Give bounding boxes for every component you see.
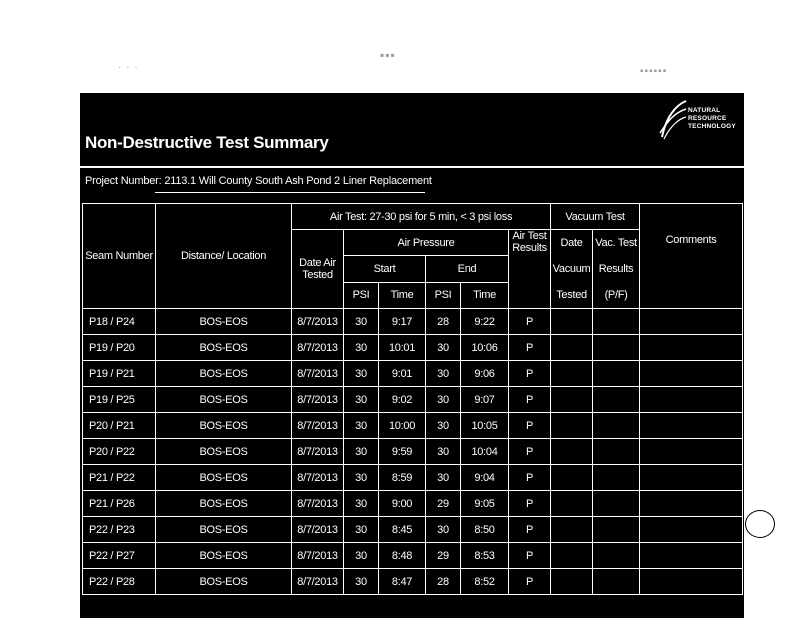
company-logo [658, 97, 740, 145]
psi-start-cell: 30 [344, 491, 379, 517]
psi-end-cell: 30 [426, 361, 461, 387]
scan-artifact: ▪▪▪▪▪▪ [640, 66, 668, 77]
time-start-cell: 8:47 [379, 569, 426, 595]
date-vacuum-tested-header: Date Vacuum Tested [551, 230, 593, 309]
comments-cell [640, 387, 743, 413]
time-start-cell: 8:59 [379, 465, 426, 491]
date-air-tested-cell: 8/7/2013 [292, 491, 344, 517]
vac-test-result-cell [593, 517, 640, 543]
comments-header: Comments [640, 204, 743, 309]
location-cell: BOS-EOS [156, 335, 292, 361]
psi-end-cell: 30 [426, 517, 461, 543]
vac-test-result-cell [593, 569, 640, 595]
psi-start-cell: 30 [344, 517, 379, 543]
time-end-cell: 9:06 [461, 361, 509, 387]
time-start-cell: 8:48 [379, 543, 426, 569]
table-row [83, 335, 743, 361]
time-end-cell: 8:50 [461, 517, 509, 543]
vac-test-results-header: Vac. Test Results (P/F) [593, 230, 640, 309]
seam-cell: P20 / P22 [83, 439, 156, 465]
comments-cell [640, 309, 743, 335]
psi-start-cell: 30 [344, 387, 379, 413]
date-vacuum-tested-cell [551, 517, 593, 543]
date-vacuum-tested-cell [551, 309, 593, 335]
time-end-cell: 9:22 [461, 309, 509, 335]
psi-end-header: PSI [426, 282, 461, 308]
vac-test-result-cell [593, 361, 640, 387]
logo-line-3: TECHNOLOGY [688, 123, 736, 130]
date-vacuum-tested-cell [551, 543, 593, 569]
psi-end-cell: 30 [426, 465, 461, 491]
table-row [83, 439, 743, 465]
date-vacuum-tested-cell [551, 569, 593, 595]
psi-start-cell: 30 [344, 309, 379, 335]
date-air-tested-cell: 8/7/2013 [292, 309, 344, 335]
psi-start-cell: 30 [344, 569, 379, 595]
table-row [83, 309, 743, 335]
psi-end-cell: 30 [426, 335, 461, 361]
psi-start-cell: 30 [344, 361, 379, 387]
time-start-cell: 9:00 [379, 491, 426, 517]
vacuum-test-header: Vacuum Test [551, 204, 640, 230]
date-air-tested-cell: 8/7/2013 [292, 517, 344, 543]
date-air-tested-cell: 8/7/2013 [292, 387, 344, 413]
seam-cell: P20 / P21 [83, 413, 156, 439]
seam-cell: P21 / P22 [83, 465, 156, 491]
date-air-tested-cell: 8/7/2013 [292, 543, 344, 569]
location-cell: BOS-EOS [156, 569, 292, 595]
time-end-cell: 9:04 [461, 465, 509, 491]
air-test-result-cell: P [509, 361, 551, 387]
seam-cell: P22 / P28 [83, 569, 156, 595]
scan-artifact: · · · [118, 62, 139, 73]
psi-end-cell: 29 [426, 543, 461, 569]
vac-test-result-cell [593, 465, 640, 491]
location-cell: BOS-EOS [156, 387, 292, 413]
location-cell: BOS-EOS [156, 491, 292, 517]
seam-number-header: Seam Number [83, 204, 156, 309]
distance-location-header: Distance/ Location [156, 204, 292, 309]
vac-test-result-cell [593, 309, 640, 335]
date-vacuum-tested-cell [551, 361, 593, 387]
comments-cell [640, 465, 743, 491]
table-row [83, 517, 743, 543]
psi-start-cell: 30 [344, 413, 379, 439]
logo-swoosh-icon [658, 97, 688, 141]
location-cell: BOS-EOS [156, 361, 292, 387]
time-end-header: Time [461, 282, 509, 308]
air-test-result-cell: P [509, 439, 551, 465]
time-start-cell: 9:01 [379, 361, 426, 387]
vac-test-result-cell [593, 439, 640, 465]
location-cell: BOS-EOS [156, 413, 292, 439]
location-cell: BOS-EOS [156, 543, 292, 569]
vac-test-result-cell [593, 491, 640, 517]
test-table [82, 203, 743, 595]
air-test-result-cell: P [509, 309, 551, 335]
psi-end-cell: 28 [426, 569, 461, 595]
table-row [83, 543, 743, 569]
time-start-cell: 8:45 [379, 517, 426, 543]
table-row [83, 569, 743, 595]
comments-cell [640, 517, 743, 543]
air-test-header: Air Test: 27-30 psi for 5 min, < 3 psi loss [292, 204, 551, 230]
location-cell: BOS-EOS [156, 517, 292, 543]
vac-test-result-cell [593, 387, 640, 413]
date-air-tested-cell: 8/7/2013 [292, 569, 344, 595]
air-pressure-header: Air Pressure [344, 230, 509, 256]
time-start-cell: 10:01 [379, 335, 426, 361]
time-end-cell: 9:07 [461, 387, 509, 413]
comments-cell [640, 491, 743, 517]
seam-cell: P19 / P21 [83, 361, 156, 387]
psi-start-cell: 30 [344, 335, 379, 361]
air-test-result-cell: P [509, 543, 551, 569]
date-vacuum-tested-cell [551, 387, 593, 413]
table-row [83, 361, 743, 387]
date-air-tested-cell: 8/7/2013 [292, 465, 344, 491]
time-start-cell: 9:59 [379, 439, 426, 465]
air-test-result-cell: P [509, 413, 551, 439]
time-end-cell: 10:05 [461, 413, 509, 439]
title-rule [80, 166, 744, 168]
date-air-tested-cell: 8/7/2013 [292, 361, 344, 387]
psi-end-cell: 30 [426, 387, 461, 413]
vac-test-result-cell [593, 413, 640, 439]
psi-end-cell: 30 [426, 413, 461, 439]
table-row [83, 465, 743, 491]
location-cell: BOS-EOS [156, 309, 292, 335]
seam-cell: P19 / P25 [83, 387, 156, 413]
date-air-tested-cell: 8/7/2013 [292, 439, 344, 465]
project-line: Project Number: 2113.1 Will County South Ash Pond 2 Liner Replacement [85, 175, 432, 187]
vac-test-result-cell [593, 335, 640, 361]
psi-start-cell: 30 [344, 543, 379, 569]
air-test-result-cell: P [509, 387, 551, 413]
time-end-cell: 8:53 [461, 543, 509, 569]
time-end-cell: 9:05 [461, 491, 509, 517]
vac-test-result-cell [593, 543, 640, 569]
seam-cell: P22 / P27 [83, 543, 156, 569]
air-test-results-header: Air Test Results [509, 230, 551, 309]
time-end-cell: 10:06 [461, 335, 509, 361]
margin-circle-mark [745, 510, 775, 538]
date-vacuum-tested-cell [551, 491, 593, 517]
time-start-cell: 9:17 [379, 309, 426, 335]
seam-cell: P18 / P24 [83, 309, 156, 335]
time-start-header: Time [379, 282, 426, 308]
comments-cell [640, 439, 743, 465]
logo-line-1: NATURAL [688, 107, 721, 114]
psi-start-header: PSI [344, 282, 379, 308]
time-start-cell: 9:02 [379, 387, 426, 413]
psi-start-cell: 30 [344, 439, 379, 465]
time-end-cell: 10:04 [461, 439, 509, 465]
date-air-tested-cell: 8/7/2013 [292, 335, 344, 361]
psi-start-cell: 30 [344, 465, 379, 491]
date-air-tested-header: Date Air Tested [292, 230, 344, 309]
date-air-tested-cell: 8/7/2013 [292, 413, 344, 439]
air-test-result-cell: P [509, 335, 551, 361]
comments-cell [640, 335, 743, 361]
air-test-result-cell: P [509, 465, 551, 491]
logo-text [688, 107, 740, 131]
comments-cell [640, 413, 743, 439]
seam-cell: P22 / P23 [83, 517, 156, 543]
table-row [83, 413, 743, 439]
table-row [83, 491, 743, 517]
document-title: Non-Destructive Test Summary [85, 133, 329, 152]
location-cell: BOS-EOS [156, 465, 292, 491]
logo-line-2: RESOURCE [688, 115, 727, 122]
seam-cell: P19 / P20 [83, 335, 156, 361]
air-test-result-cell: P [509, 517, 551, 543]
psi-end-cell: 29 [426, 491, 461, 517]
comments-cell [640, 569, 743, 595]
start-header: Start [344, 256, 426, 282]
comments-cell [640, 543, 743, 569]
table-row [83, 387, 743, 413]
test-summary-sheet [80, 93, 744, 618]
psi-end-cell: 28 [426, 309, 461, 335]
date-vacuum-tested-cell [551, 439, 593, 465]
comments-cell [640, 361, 743, 387]
date-vacuum-tested-cell [551, 465, 593, 491]
psi-end-cell: 30 [426, 439, 461, 465]
location-cell: BOS-EOS [156, 439, 292, 465]
project-underline [155, 192, 425, 193]
seam-cell: P21 / P26 [83, 491, 156, 517]
end-header: End [426, 256, 509, 282]
date-vacuum-tested-cell [551, 335, 593, 361]
air-test-result-cell: P [509, 569, 551, 595]
scan-artifact: ▪▪▪ [380, 48, 396, 62]
time-end-cell: 8:52 [461, 569, 509, 595]
time-start-cell: 10:00 [379, 413, 426, 439]
date-vacuum-tested-cell [551, 413, 593, 439]
air-test-result-cell: P [509, 491, 551, 517]
